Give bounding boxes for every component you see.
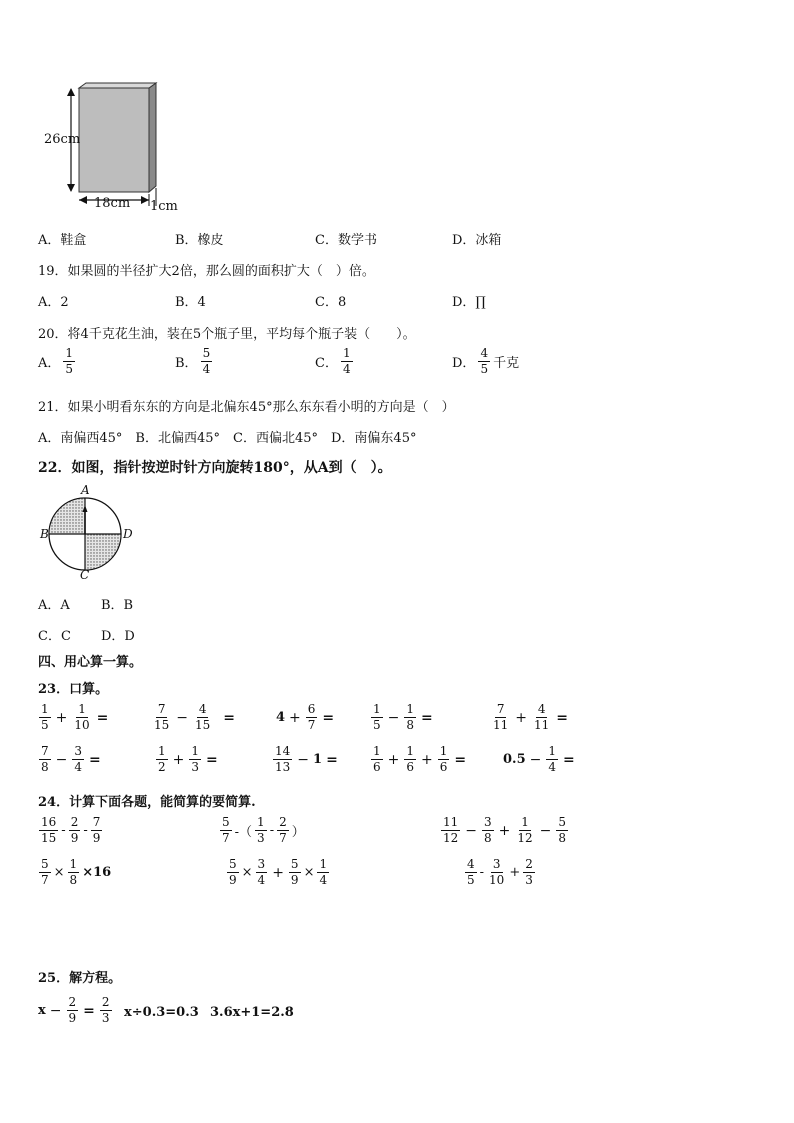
q18-option-d: D．冰箱 [452,233,502,248]
clock-label-bottom: C [80,568,90,582]
q24-item-1: $\frac{16}{15}$ - $\frac{2}{9}$ - $\frac{7}{9}$ [41,815,101,845]
q23-item-10: 0.5 − $\frac{1}{4}$ = [503,744,575,774]
section-4-title: 四、用心算一算。 [38,655,143,670]
q21-options: A．南偏西45° B．北偏西45° C．西偏北45° D．南偏东45° [38,431,417,446]
q20-option-d: D． $\frac{4}{5}$ 千克 [452,346,520,376]
q24-item-6: $\frac{4}{5}$ - $\frac{3}{10}$ + $\frac{2}{3}$ [467,857,533,887]
depth-label: 1cm [150,199,178,214]
q20-option-a: A． $\frac{1}{5}$ [38,346,74,376]
q18-option-b: B．橡皮 [175,233,224,248]
q24-item-5: $\frac{5}{9}$ × $\frac{3}{4}$ + $\frac{5}{9}$ × $\frac{1}{4}$ [229,857,328,887]
q22-option-c: C．C [38,629,71,644]
q20-option-c: C． $\frac{1}{4}$ [315,346,351,376]
clock-label-right: D [123,527,133,541]
q23-item-1: $\frac{1}{5}$ + $\frac{1}{10}$ = [41,702,109,732]
q23-title: 23．口算。 [38,682,109,697]
q23-item-2: $\frac{7}{15}$ − $\frac{4}{15}$ = [154,702,236,732]
q23-item-4: $\frac{1}{5}$ − $\frac{1}{8}$ = [373,702,433,732]
clock-label-left: B [40,527,49,541]
q22-text: 22．如图，指针按逆时针方向旋转180°，从A到（ ）。 [38,460,392,476]
q25-equation-3: 3.6x+1=2.8 [210,1005,294,1020]
q22-option-b: B．B [101,598,134,613]
q24-item-2: $\frac{5}{7}$ -（ $\frac{1}{3}$ - $\frac{2}{7}$ ） [222,815,305,845]
q24-title: 24．计算下面各题，能简算的要简算. [38,795,256,810]
width-label: 18cm [94,196,131,211]
q19-option-a: A．2 [38,295,69,310]
q20-option-b: B． $\frac{5}{4}$ [175,346,211,376]
q25-title: 25．解方程。 [38,971,122,986]
q23-item-6: $\frac{7}{8}$ − $\frac{3}{4}$ = [41,744,101,774]
clock-label-top: A [81,483,90,497]
q22-option-d: D．D [101,629,135,644]
q18-option-a: A．鞋盒 [38,233,87,248]
q23-item-7: $\frac{1}{2}$ + $\frac{1}{3}$ = [158,744,218,774]
q25-equation-2: x÷0.3=0.3 [124,1005,199,1020]
q19-option-b: B．4 [175,295,206,310]
q19-text: 19．如果圆的半径扩大2倍，那么圆的面积扩大（ ）倍。 [38,264,375,279]
q18-option-c: C．数学书 [315,233,377,248]
q19-option-d: D．∏ [452,295,486,310]
q24-item-4: $\frac{5}{7}$ × $\frac{1}{8}$ ×16 [41,857,112,887]
q23-item-5: $\frac{7}{11}$ + $\frac{4}{11}$ = [493,702,569,732]
q22-option-a: A．A [38,598,70,613]
q21-text: 21．如果小明看东东的方向是北偏东45°那么东东看小明的方向是（ ） [38,400,455,415]
q20-text: 20．将4千克花生油，装在5个瓶子里，平均每个瓶子装（ ）。 [38,327,416,342]
q24-item-3: $\frac{11}{12}$ − $\frac{3}{8}$ + $\frac{1}{12}$ − $\frac{5}{8}$ [443,815,567,845]
height-label: 26cm [44,132,81,147]
q19-option-c: C．8 [315,295,347,310]
q23-item-8: $\frac{14}{13}$ − 1 = [275,744,338,774]
q23-item-9: $\frac{1}{6}$ + $\frac{1}{6}$ + $\frac{1}{6}$ = [373,744,467,774]
q23-item-3: 4 + $\frac{6}{7}$ = [276,702,335,732]
q25-equation-1: x − $\frac{2}{9}$ = $\frac{2}{3}$ [38,995,110,1025]
